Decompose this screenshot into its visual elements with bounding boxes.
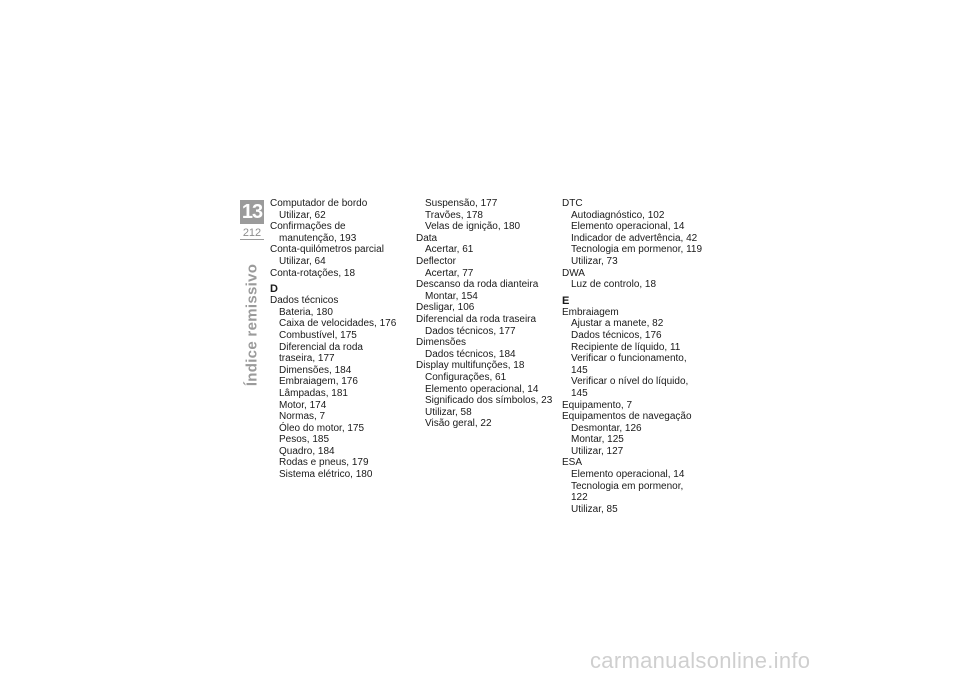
index-subentry: Embraiagem, 176 xyxy=(279,376,358,388)
index-subentry: Indicador de advertência, 42 xyxy=(571,232,698,244)
index-subentry: Combustível, 175 xyxy=(279,329,357,341)
index-entry: Computador de bordo xyxy=(270,198,368,209)
index-subentry: Dados técnicos, 176 xyxy=(571,329,662,341)
index-subentry: Utilizar, 62 xyxy=(279,209,326,221)
index-subentry: Visão geral, 22 xyxy=(425,418,492,430)
index-subentry: Autodiagnóstico, 102 xyxy=(571,209,665,221)
index-subentry: Sistema elétrico, 180 xyxy=(279,469,373,481)
index-subentry: Desmontar, 126 xyxy=(571,422,642,434)
index-entry: DWA xyxy=(562,267,585,279)
index-entry: Equipamentos de navegação xyxy=(562,411,692,423)
index-subentry: Dimensões, 184 xyxy=(279,364,352,376)
index-subentry: Acertar, 61 xyxy=(425,244,474,256)
index-column-2 xyxy=(416,198,556,430)
index-letter-heading: E xyxy=(562,294,570,307)
index-subentry: Bateria, 180 xyxy=(279,306,333,318)
index-subentry: Significado dos símbolos, 23 xyxy=(425,395,553,407)
index-entry: Dados técnicos xyxy=(270,295,339,307)
index-subentry: Utilizar, 58 xyxy=(425,406,472,418)
index-entry: Dimensões xyxy=(416,337,467,349)
index-entry: Descanso da roda dianteira xyxy=(416,279,539,291)
index-subentry: Utilizar, 64 xyxy=(279,255,326,267)
index-subentry: Utilizar, 85 xyxy=(571,503,618,515)
index-entry: Conta-rotações, 18 xyxy=(270,267,356,279)
page-number: 212 xyxy=(242,227,262,239)
watermark: carmanualsonline.info xyxy=(590,648,811,673)
index-subentry: Caixa de velocidades, 176 xyxy=(279,318,397,330)
index-subentry: Motor, 174 xyxy=(279,399,327,411)
index-column-3 xyxy=(562,198,702,515)
chapter-number: 13 xyxy=(241,201,263,223)
index-entry: Desligar, 106 xyxy=(416,302,475,314)
page-number-rule xyxy=(240,239,264,240)
index-subentry: Travões, 178 xyxy=(425,209,483,221)
index-subentry: Verificar o funcionamento, 145 xyxy=(571,353,687,376)
index-subentry: Montar, 125 xyxy=(571,434,624,446)
index-subentry: Recipiente de líquido, 11 xyxy=(571,341,681,353)
index-entry: DTC xyxy=(562,198,583,209)
index-subentry: Lâmpadas, 181 xyxy=(279,387,348,399)
index-subentry: Luz de controlo, 18 xyxy=(571,279,657,291)
index-entry: Display multifunções, 18 xyxy=(416,360,525,372)
index-entry: Diferencial da roda traseira xyxy=(416,313,537,325)
index-subentry: Configurações, 61 xyxy=(425,371,507,383)
index-subentry: Elemento operacional, 14 xyxy=(571,469,685,481)
index-entry: Conta-quilómetros parcial xyxy=(270,244,384,256)
index-subentry: Normas, 7 xyxy=(279,411,326,423)
index-entry: Confirmações de xyxy=(270,221,346,233)
index-subentry: Tecnologia em pormenor, 122 xyxy=(571,480,684,504)
index-entry: Deflector xyxy=(416,255,457,267)
index-subentry: Utilizar, 127 xyxy=(571,445,624,457)
index-entry: Equipamento, 7 xyxy=(562,399,633,411)
index-subentry: Pesos, 185 xyxy=(279,434,330,446)
index-letter-heading: D xyxy=(270,283,278,296)
chapter-tab xyxy=(240,200,264,240)
index-subentry: manutenção, 193 xyxy=(279,232,357,244)
index-subentry: Rodas e pneus, 179 xyxy=(279,457,369,469)
index-column-1 xyxy=(270,198,410,481)
index-subentry: Dados técnicos, 177 xyxy=(425,325,516,337)
index-subentry: Elemento operacional, 14 xyxy=(571,221,685,233)
section-title: Índice remissivo xyxy=(243,263,261,387)
index-entry: Embraiagem xyxy=(562,306,619,318)
index-subentry: Acertar, 77 xyxy=(425,267,474,279)
index-entry: Data xyxy=(416,232,438,244)
index-subentry: traseira, 177 xyxy=(279,353,335,365)
index-subentry: Utilizar, 73 xyxy=(571,255,618,267)
index-subentry: Montar, 154 xyxy=(425,290,478,302)
index-subentry: Quadro, 184 xyxy=(279,445,335,457)
index-subentry: Verificar o nível do líquido, 145 xyxy=(571,376,689,399)
index-subentry: Suspensão, 177 xyxy=(425,198,498,209)
index-subentry: Tecnologia em pormenor, 119 xyxy=(571,244,703,256)
index-subentry: Diferencial da roda xyxy=(279,341,363,353)
index-subentry: Ajustar a manete, 82 xyxy=(571,318,664,330)
index-subentry: Elemento operacional, 14 xyxy=(425,383,539,395)
index-subentry: Velas de ignição, 180 xyxy=(425,221,521,233)
index-entry: ESA xyxy=(562,457,583,469)
index-subentry: Óleo do motor, 175 xyxy=(279,422,365,434)
index-subentry: Dados técnicos, 184 xyxy=(425,348,516,360)
